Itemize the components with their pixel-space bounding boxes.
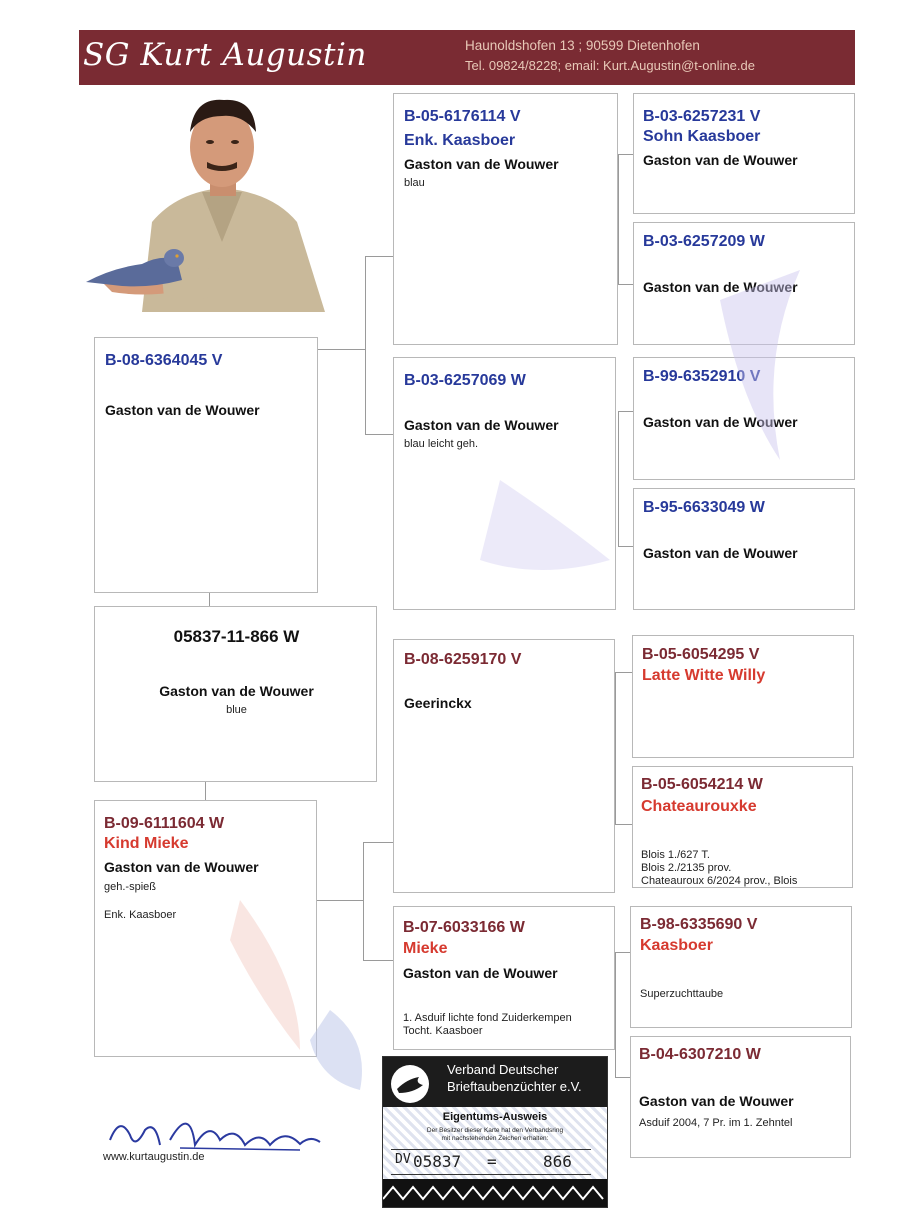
connector bbox=[365, 256, 393, 257]
breeder-photo bbox=[82, 92, 325, 312]
note: Blois 1./627 T. bbox=[641, 849, 710, 861]
sss-card bbox=[633, 93, 855, 214]
pigeon-name: Chateaurouxke bbox=[641, 798, 757, 815]
ring-number-field bbox=[391, 1149, 591, 1175]
sire-dam-card bbox=[393, 357, 616, 610]
ring-number: B-04-6307210 W bbox=[639, 1046, 761, 1063]
connector bbox=[209, 593, 210, 606]
org-name: Brieftaubenzüchter e.V. bbox=[447, 1079, 582, 1094]
note: Chateauroux 6/2024 prov., Blois bbox=[641, 875, 798, 887]
header-banner bbox=[79, 30, 855, 85]
pigeon-name: Mieke bbox=[403, 940, 448, 957]
ring-number: 05837-11-866 W bbox=[173, 627, 300, 646]
color-note: blau bbox=[404, 177, 425, 189]
dsd-card bbox=[632, 766, 853, 888]
color-note: blue bbox=[226, 704, 247, 716]
dss-card bbox=[632, 635, 854, 758]
note: Asduif 2004, 7 Pr. im 1. Zehntel bbox=[639, 1117, 793, 1129]
pigeon-logo-icon bbox=[389, 1063, 431, 1105]
breeder-name: Gaston van de Wouwer bbox=[105, 402, 260, 418]
ring-number: B-08-6364045 V bbox=[105, 352, 223, 369]
breeder-name: Gaston van de Wouwer bbox=[643, 152, 798, 168]
breeder-name: Gaston van de Wouwer bbox=[643, 414, 798, 430]
ring-number: B-98-6335690 V bbox=[640, 916, 758, 933]
color-note: blau leicht geh. bbox=[404, 438, 478, 450]
connector bbox=[318, 349, 365, 350]
connector bbox=[615, 1077, 630, 1078]
pigeon-name: Latte Witte Willy bbox=[642, 667, 766, 684]
subject-card bbox=[94, 606, 377, 782]
connector bbox=[618, 154, 619, 284]
connector bbox=[363, 960, 393, 961]
connector bbox=[618, 546, 633, 547]
ddd-card bbox=[630, 1036, 851, 1158]
sdd-card bbox=[633, 488, 855, 610]
connector bbox=[363, 842, 393, 843]
pigeon-name: Kind Mieke bbox=[104, 835, 189, 852]
connector bbox=[618, 411, 619, 546]
connector bbox=[365, 434, 393, 435]
breeder-name: Gaston van de Wouwer bbox=[403, 965, 558, 981]
connector bbox=[363, 842, 364, 960]
connector bbox=[615, 824, 632, 825]
breeder-name: Gaston van de Wouwer bbox=[104, 859, 259, 875]
connector bbox=[205, 782, 206, 800]
breeder-name: Gaston van de Wouwer bbox=[404, 156, 559, 172]
ring-number: B-05-6054295 V bbox=[642, 646, 760, 663]
breeder-name: Gaston van de Wouwer bbox=[643, 545, 798, 561]
brand-title: SG Kurt Augustin bbox=[83, 37, 367, 73]
connector bbox=[615, 952, 630, 953]
contact-line: Tel. 09824/8228; email: Kurt.Augustin@t-online.de bbox=[465, 58, 755, 73]
ring-separator: = bbox=[487, 1152, 497, 1171]
address-line: Haunoldshofen 13 ; 90599 Dietenhofen bbox=[465, 38, 700, 53]
ring-number: B-08-6259170 V bbox=[404, 651, 522, 668]
connector bbox=[615, 952, 616, 1077]
ring-number: B-05-6054214 W bbox=[641, 776, 763, 793]
ring-number: B-03-6257209 W bbox=[643, 233, 765, 250]
connector bbox=[615, 672, 616, 824]
pigeon-name: Sohn Kaasboer bbox=[643, 128, 761, 145]
sds-card bbox=[633, 357, 855, 480]
dds-card bbox=[630, 906, 852, 1028]
breeder-name: Gaston van de Wouwer bbox=[639, 1093, 794, 1109]
card-fine-print bbox=[413, 1127, 577, 1143]
ring-number: B-03-6257069 W bbox=[404, 372, 526, 389]
ring-part: 866 bbox=[543, 1152, 572, 1171]
note: Blois 2./2135 prov. bbox=[641, 862, 732, 874]
ring-number: B-07-6033166 W bbox=[403, 919, 525, 936]
connector bbox=[618, 411, 633, 412]
connector bbox=[618, 154, 633, 155]
ring-number: B-95-6633049 W bbox=[643, 499, 765, 516]
breeder-name: Gaston van de Wouwer bbox=[404, 417, 559, 433]
connector bbox=[615, 672, 632, 673]
ssd-card bbox=[633, 222, 855, 345]
note: 1. Asduif lichte fond Zuiderkempen bbox=[403, 1012, 572, 1024]
website-link[interactable]: www.kurtaugustin.de bbox=[103, 1151, 205, 1163]
connector bbox=[365, 256, 366, 434]
ring-number: B-09-6111604 W bbox=[104, 815, 225, 832]
card-title: Eigentums-Ausweis bbox=[442, 1111, 548, 1123]
connector bbox=[317, 900, 363, 901]
dam-dam-card bbox=[393, 906, 615, 1050]
sire-sire-card bbox=[393, 93, 618, 345]
country-prefix: DV bbox=[395, 1152, 411, 1167]
org-name: Verband Deutscher bbox=[447, 1062, 559, 1077]
pattern-band bbox=[383, 1179, 607, 1207]
fine-print-line: Der Besitzer dieser Karte hat den Verbandsring bbox=[426, 1127, 564, 1134]
pigeon-name: Kaasboer bbox=[640, 937, 713, 954]
dam-card bbox=[94, 800, 317, 1057]
breeder-name: Gaston van de Wouwer bbox=[159, 683, 314, 699]
sire-card bbox=[94, 337, 318, 593]
ring-number: B-05-6176114 V bbox=[404, 108, 521, 125]
note: Tocht. Kaasboer bbox=[403, 1025, 483, 1037]
card-header bbox=[383, 1057, 607, 1107]
ownership-card bbox=[382, 1056, 608, 1208]
dam-sire-card bbox=[393, 639, 615, 893]
fine-print-line: mit nachstehenden Zeichen erhalten: bbox=[441, 1135, 549, 1142]
pigeon-name: Enk. Kaasboer bbox=[404, 132, 516, 149]
ring-number: B-03-6257231 V bbox=[643, 108, 761, 125]
breeder-name: Gaston van de Wouwer bbox=[643, 279, 798, 295]
note: Enk. Kaasboer bbox=[104, 909, 177, 921]
color-note: geh.-spieß bbox=[104, 881, 156, 893]
note: Superzuchttaube bbox=[640, 988, 724, 1000]
connector bbox=[618, 284, 633, 285]
ring-part: 05837 bbox=[413, 1152, 462, 1171]
ring-number: B-99-6352910 V bbox=[643, 368, 761, 385]
breeder-name: Geerinckx bbox=[404, 695, 472, 711]
